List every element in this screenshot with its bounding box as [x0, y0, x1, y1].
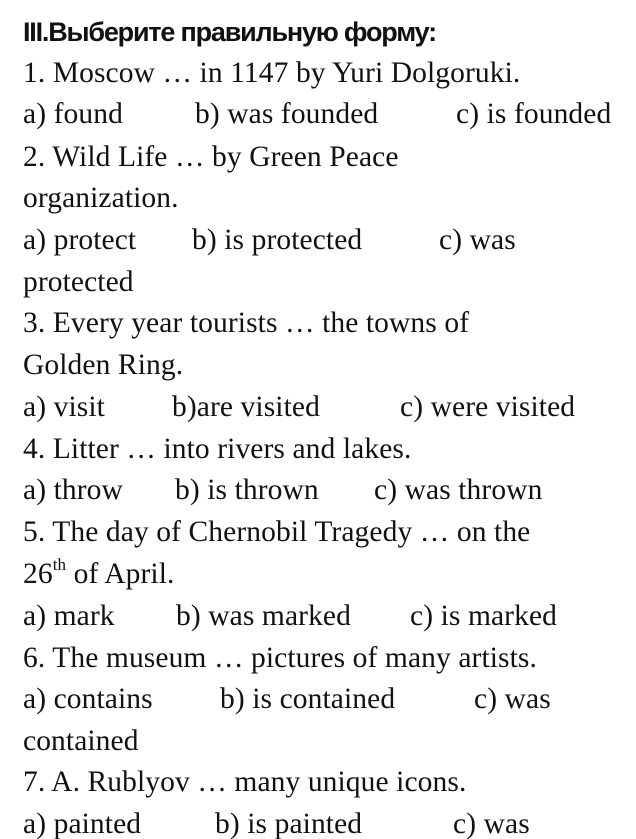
q5-day-number: 26	[23, 558, 53, 590]
q2-option-c-continued: protected	[23, 266, 134, 298]
q3-option-a: a) visit	[23, 391, 105, 423]
q6-option-a: a) contains	[23, 683, 153, 715]
q1-option-c: c) is founded	[456, 98, 612, 130]
question-5-text-line1: 5. The day of Chernobil Tragedy … on the	[23, 516, 531, 548]
q5-option-c: c) is marked	[410, 600, 558, 632]
question-7-text: 7. A. Rublyov … many unique icons.	[23, 766, 467, 798]
q1-option-a: a) found	[23, 98, 123, 130]
q2-option-a: a) protect	[23, 224, 137, 256]
q4-option-a: a) throw	[23, 474, 123, 506]
question-3-text-line1: 3. Every year tourists … the towns of	[23, 307, 470, 339]
question-2-text-line2: organization.	[23, 182, 179, 214]
q6-option-c-continued: contained	[23, 725, 139, 757]
q6-option-b: b) is contained	[220, 683, 396, 715]
question-5-text-line2	[23, 557, 174, 591]
q3-option-c: c) were visited	[400, 391, 576, 423]
question-1-text: 1. Moscow … in 1147 by Yuri Dolgoruki.	[23, 57, 521, 89]
question-4-text: 4. Litter … into rivers and lakes.	[23, 433, 412, 465]
q5-ordinal-suffix: th	[52, 555, 67, 575]
exercise-title: III.Выберите правильную форму:	[23, 17, 436, 47]
q3-option-b: b)are visited	[172, 391, 320, 423]
question-2-text-line1: 2. Wild Life … by Green Peace	[23, 141, 399, 173]
q5-month-text: of April.	[66, 558, 175, 590]
q1-option-b: b) was founded	[195, 98, 379, 130]
question-3-text-line2: Golden Ring.	[23, 349, 184, 381]
q7-option-c: c) was	[453, 808, 530, 839]
q7-option-b: b) is painted	[215, 808, 363, 839]
q5-option-b: b) was marked	[176, 600, 351, 632]
q4-option-c: c) was thrown	[374, 474, 543, 506]
q4-option-b: b) is thrown	[175, 474, 319, 506]
q6-option-c: c) was	[474, 683, 551, 715]
q2-option-c: c) was	[439, 224, 516, 256]
question-6-text: 6. The museum … pictures of many artists.	[23, 642, 537, 674]
q2-option-b: b) is protected	[192, 224, 363, 256]
q7-option-a: a) painted	[23, 808, 142, 839]
q5-option-a: a) mark	[23, 600, 115, 632]
